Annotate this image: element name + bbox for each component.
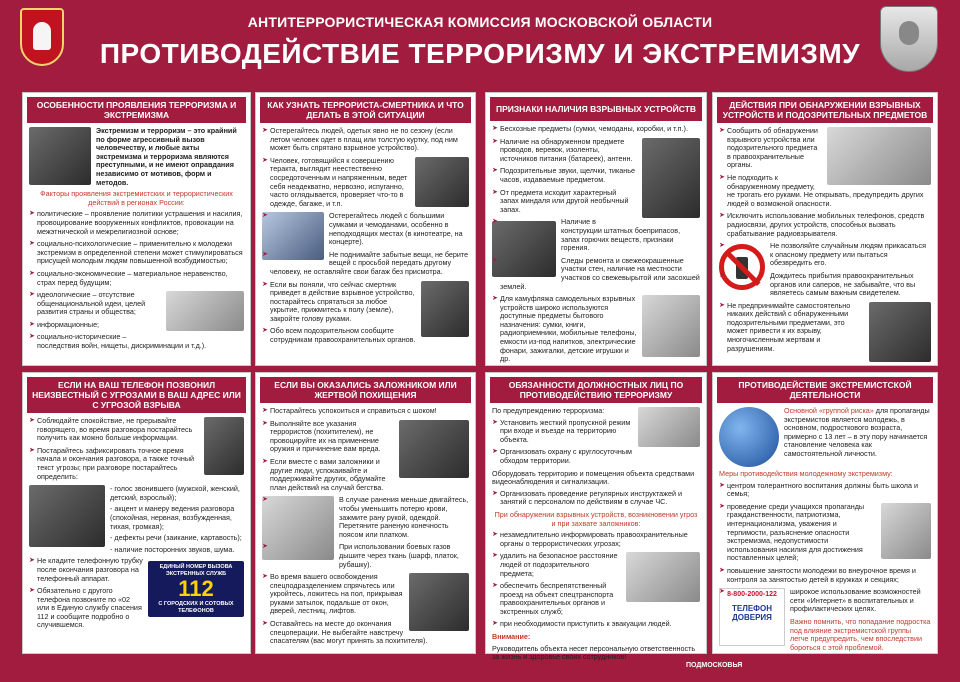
- list-item: ➤ Следы ремонта и свежеокрашенные участки стен, наличие на местности участков со свежевырытой или засохшей землей.: [492, 257, 700, 291]
- list-item: ➤ Сообщить об обнаружении взрывного устройства или подозрительного предмета в правоохранительные органы.: [719, 127, 931, 170]
- list-item: ➤ Выполняйте все указания террористов (похитителем), не провоцируйте их на применение оружия и причинение вам вреда.: [262, 420, 469, 454]
- panel-officials-duties: [485, 372, 707, 662]
- list-item: ➤ Остерегайтесь людей с большими сумками и чемоданами, особенно в неподходящих местах (в кинотеатре, на концерте).: [262, 212, 469, 246]
- list-item: ➤ Если вы поняли, что сейчас смертник приведет в действие взрывное устройство, постарайтесь спрятаться за любое укрытие, прижмитесь к полу (земле), закройте голову руками.: [262, 281, 469, 324]
- list-item: ➤ Остерегайтесь людей, одетых явно не по сезону (если летом человек одет в плащ или толстую куртку, под ним может быть спрятано взрывное устройство).: [262, 127, 469, 153]
- list-item: ➤ В случае ранения меньше двигайтесь, чтобы уменьшить потерю крови, зажмите рану рукой, одеждой. Перетяните раненую конечность поясом или платком.: [262, 496, 469, 539]
- intro-text: для пропаганды экстремистов является молодежь, в основном, подросткового возраста, примерно с 13 лет – в эту пору начинается становление человека как самостоятельной личности.: [784, 406, 930, 458]
- panel-terrorism-features: [22, 92, 251, 366]
- list-item: ➤ широкое использование возможностей сети «Интернет» в воспитательных и профилактических целях.: [719, 588, 931, 614]
- list-item: ➤ Бесхозные предметы (сумки, чемоданы, коробки, и т.п.).: [492, 125, 700, 134]
- list-item: ➤ От предмета исходит характерный запах миндаля или другой необычный запах.: [492, 189, 700, 215]
- panel-title: ЕСЛИ ВЫ ОКАЗАЛИСЬ ЗАЛОЖНИКОМ ИЛИ ЖЕРТВОЙ ПОХИЩЕНИЯ: [260, 377, 471, 403]
- list-item: ➤ Подозрительные звуки, щелчки, тиканье часов, издаваемые предметом.: [492, 167, 700, 184]
- list-item: ➤ Исключить использование мобильных телефонов, средств радиосвязи, других устройств, способных вызвать срабатывание радиовзрывателя.: [719, 212, 931, 238]
- panel-title: ОСОБЕННОСТИ ПРОЯВЛЕНИЯ ТЕРРОРИЗМА И ЭКСТРЕМИЗМА: [27, 97, 246, 123]
- red-heading: При обнаружении взрывных устройств, возникновении угроз и при захвате заложников:: [494, 509, 698, 528]
- attention-label: Внимание:: [492, 632, 531, 642]
- header-subtitle: АНТИТЕРРОРИСТИЧЕСКАЯ КОМИССИЯ МОСКОВСКОЙ ОБЛАСТИ: [247, 14, 713, 30]
- list-item: ➤ Не поднимайте забытые вещи, не берите вещей с просьбой передать другому человеку, не оставляйте свои багаж без присмотра.: [262, 251, 469, 277]
- list-item: ➤ Постарайтесь успокоиться и справиться с шоком!: [262, 407, 469, 416]
- list-item: ➤ Установить жесткий пропускной режим при входе и въезде на территорию объекта.: [492, 419, 700, 445]
- list-item: ➤ идеологические – отсутствие общенациональной идеи, целей развития страны и общества;: [29, 291, 244, 317]
- list-item: ➤ Не кладите телефонную трубку после окончания разговора на телефонный аппарат.: [29, 557, 244, 583]
- list-item: ➤ При использовании боевых газов дышите через ткань (шарф, платок, рубашку).: [262, 543, 469, 569]
- list-item: ➤ проведение среди учащихся пропаганды гражданственности, патриотизма, интернационализма, уважения и терпимости, разъяснение опасности экстремизма, недопустимости использования насилия для достижения поставленных целей;: [719, 503, 931, 563]
- emergency-caption-top: ЕДИНЫЙ НОМЕР ВЫЗОВА ЭКСТРЕННЫХ СЛУЖБ: [159, 564, 233, 577]
- list-item: ➤ Наличие на обнаруженном предмете проводов, веревок, изоленты, источников питания (батареек), антенн.: [492, 138, 700, 164]
- list-item: ➤ удалить на безопасное расстояние людей от подозрительного предмета;: [492, 552, 700, 578]
- trust-hotline-number: 8-800-2000-122: [727, 591, 777, 599]
- risk-group-label: Основной «группой риска»: [784, 406, 874, 415]
- detail-item: - наличие посторонних звуков, шума.: [110, 544, 235, 554]
- list-item: ➤ Человек, готовящийся к совершению теракта, выглядит неестественно сосредоточенным и напряженным, ведет себя неадекватно, нервозно, испуганно, часто оглядывается, проверяет что-то в одежде, багаже, и т.п.: [262, 157, 469, 209]
- list-item: ➤ Дождитесь прибытия правоохранительных органов или саперов, не забывайте, что вы являетесь самым важным свидетелем.: [719, 272, 931, 298]
- list-item: ➤ Для камуфляжа самодельных взрывных устройств широко используются доступные предметы бытового назначения: сумки, книги, радиоприемники, мобильные телефоны, емкости из-под напитков, электрические фонари, зажигалки, детские игрушки и др.: [492, 295, 700, 364]
- plain-text: Оборудовать территорию и помещения объекта средствами видеонаблюдения и сигнализации.: [492, 468, 695, 487]
- footer: [0, 660, 960, 682]
- list-item: ➤ Организовать проведение регулярных инструктажей и занятий с персоналом по действиям в случае ЧС.: [492, 490, 700, 507]
- list-item: ➤ Наличие в конструкции штатных боеприпасов, запах горючих веществ, признаки горения.: [492, 218, 700, 252]
- list-item: ➤ Обо всем подозрительном сообщите сотрудникам правоохранительных органов.: [262, 327, 469, 344]
- panel-title: КАК УЗНАТЬ ТЕРРОРИСТА-СМЕРТНИКА И ЧТО ДЕЛАТЬ В ЭТОЙ СИТУАЦИИ: [260, 97, 471, 123]
- lead-text: По предупреждению терроризма:: [492, 406, 605, 415]
- list-item: ➤ социально-исторические – последствия войн, нищеты, дискриминации и т.д.).: [29, 333, 244, 350]
- list-item: ➤ Не подходить к обнаруженному предмету, не трогать его руками. Не открывать, предупредить других людей о возможной опасности.: [719, 174, 931, 208]
- list-item: ➤ Организовать охрану с круглосуточным обходом территории.: [492, 448, 700, 465]
- detail-item: - дефекты речи (заикание, картавость);: [110, 533, 242, 543]
- panel-phone-threats: [22, 372, 251, 654]
- list-item: ➤ Во время вашего освобождения спецподразделением спрячьтесь или укройтесь, ложитесь на пол, прикрывая руками затылок, подальше от окон, дверей, лестниц, лифтов.: [262, 573, 469, 616]
- measures-heading: Меры противодействия молодежному экстремизму:: [719, 469, 893, 478]
- footer-logo: ПОДМОСКОВЬЯ: [686, 662, 743, 669]
- list-item: ➤ обеспечить беспрепятственный проезд на объект спецтранспорта правоохранительных органов и экстренных служб;: [492, 582, 700, 616]
- list-item: ➤ Соблюдайте спокойствие, не прерывайте говорящего, во время разговора постарайтесь получить как можно больше информации.: [29, 417, 244, 443]
- list-item: ➤ информационные;: [29, 321, 244, 330]
- panel-title: ПРОТИВОДЕЙСТВИЕ ЭКСТРЕМИСТСКОЙ ДЕЯТЕЛЬНОСТИ: [717, 377, 933, 403]
- panel-extremism-counter: [712, 372, 938, 654]
- detail-item: - голос звонившего (мужской, женский, детский, взрослый);: [110, 484, 240, 502]
- panel-actions-on-discovery: [712, 92, 938, 366]
- list-item: ➤ Обязательно с другого телефона позвоните по «02 или в Единую службу спасения 112 и сообщите подробно о случившемся.: [29, 587, 244, 630]
- panel-title: ДЕЙСТВИЯ ПРИ ОБНАРУЖЕНИИ ВЗРЫВНЫХ УСТРОЙСТВ И ПОДОЗРИТЕЛЬНЫХ ПРЕДМЕТОВ: [717, 97, 933, 123]
- panel-suicide-bomber: [255, 92, 476, 366]
- list-item: ➤ Постарайтесь зафиксировать точное время начала и окончания разговора, а также точный текст угрозы; при разговоре постарайтесь определить:: [29, 447, 244, 481]
- panel-explosive-signs: [485, 92, 707, 366]
- closing-text: Важно помнить, что попадание подростка под влияние экстремистской группы легче предупредить, чем впоследствии бороться с этой проблемой.: [790, 616, 931, 652]
- emergency-number: 112: [178, 576, 214, 602]
- list-item: ➤ центром толерантного воспитания должны быть школа и семья;: [719, 482, 931, 499]
- poster-header: [0, 0, 960, 82]
- list-item: ➤ Оставайтесь на месте до окончания спецоперации. Не выбегайте навстречу спасателям (вас могут принять за похитителя).: [262, 620, 469, 646]
- list-item: ➤ Не предпринимайте самостоятельно никаких действий с обнаруженными подозрительными предметами, это может привести к их взрыву, многочисленным жертвам и разрушениям.: [719, 302, 931, 354]
- list-item: ➤ повышение занятости молодежи во внеурочное время и контроля за занятостью детей в кружках и секциях;: [719, 567, 931, 584]
- panel-title: ПРИЗНАКИ НАЛИЧИЯ ВЗРЫВНЫХ УСТРОЙСТВ: [490, 97, 702, 121]
- list-item: ➤ социально-экономические – материальное неравенство, страх перед будущим;: [29, 270, 244, 287]
- list-item: ➤ при необходимости приступить к эвакуации людей.: [492, 620, 700, 629]
- final-text: Руководитель объекта несет персональную ответственность за жизнь и здоровье своих сотрудников!: [492, 643, 696, 662]
- emergency-caption-bottom: С ГОРОДСКИХ И СОТОВЫХ ТЕЛЕФОНОВ: [158, 601, 234, 614]
- panel-hostage: [255, 372, 476, 654]
- list-item: ➤ социально-психологические – применительно к молодежи экстремизм в определенной степени может стимулироваться присущей молодым людям повышенной возбудимостью;: [29, 240, 244, 266]
- masked-gunmen-photo: [29, 127, 91, 185]
- list-item: ➤ Если вместе с вами заложники и другие люди, успокаивайте и поддерживайте других, обдумайте план действий на случай бегства.: [262, 458, 469, 492]
- committee-emblem-icon: [880, 6, 938, 72]
- globe-emblem-icon: [719, 407, 779, 467]
- panel-title: ЕСЛИ НА ВАШ ТЕЛЕФОН ПОЗВОНИЛ НЕИЗВЕСТНЫЙ С УГРОЗАМИ В ВАШ АДРЕС ИЛИ С УГРОЗОЙ ВЗРЫВА: [27, 377, 246, 413]
- telephone-photo: [29, 485, 105, 547]
- detail-item: - акцент и манеру ведения разговора (спокойная, нервная, возбужденная, тихая, громкая);: [110, 504, 235, 531]
- intro-text: Экстремизм и терроризм – это крайний по форме агрессивный вызов человечеству, и любые акты экстремизма и терроризма являются преступными, и не имеют оправдания независимо от мотивов, форм и методов.: [96, 126, 237, 187]
- list-item: ➤ политические – проявление политики устрашения и насилия, провоцирование вооруженных конфликтов, провокации на межэтнической и межрелигиозной основе;: [29, 210, 244, 236]
- list-item: ➤ незамедлительно информировать правоохранительные органы о террористических угрозах;: [492, 531, 700, 548]
- trust-hotline-label: ТЕЛЕФОН ДОВЕРИЯ: [732, 603, 772, 622]
- panel-title: ОБЯЗАННОСТИ ДОЛЖНОСТНЫХ ЛИЦ ПО ПРОТИВОДЕЙСТВИЮ ТЕРРОРИЗМУ: [490, 377, 702, 403]
- page-title: ПРОТИВОДЕЙСТВИЕ ТЕРРОРИЗМУ И ЭКСТРЕМИЗМУ: [99, 38, 861, 69]
- factors-heading: Факторы проявления экстремистских и террористических действий в регионах России:: [40, 189, 233, 207]
- list-item: ➤ Не позволяйте случайным людям прикасаться к опасному предмету или пытаться обезвредить его.: [719, 242, 931, 268]
